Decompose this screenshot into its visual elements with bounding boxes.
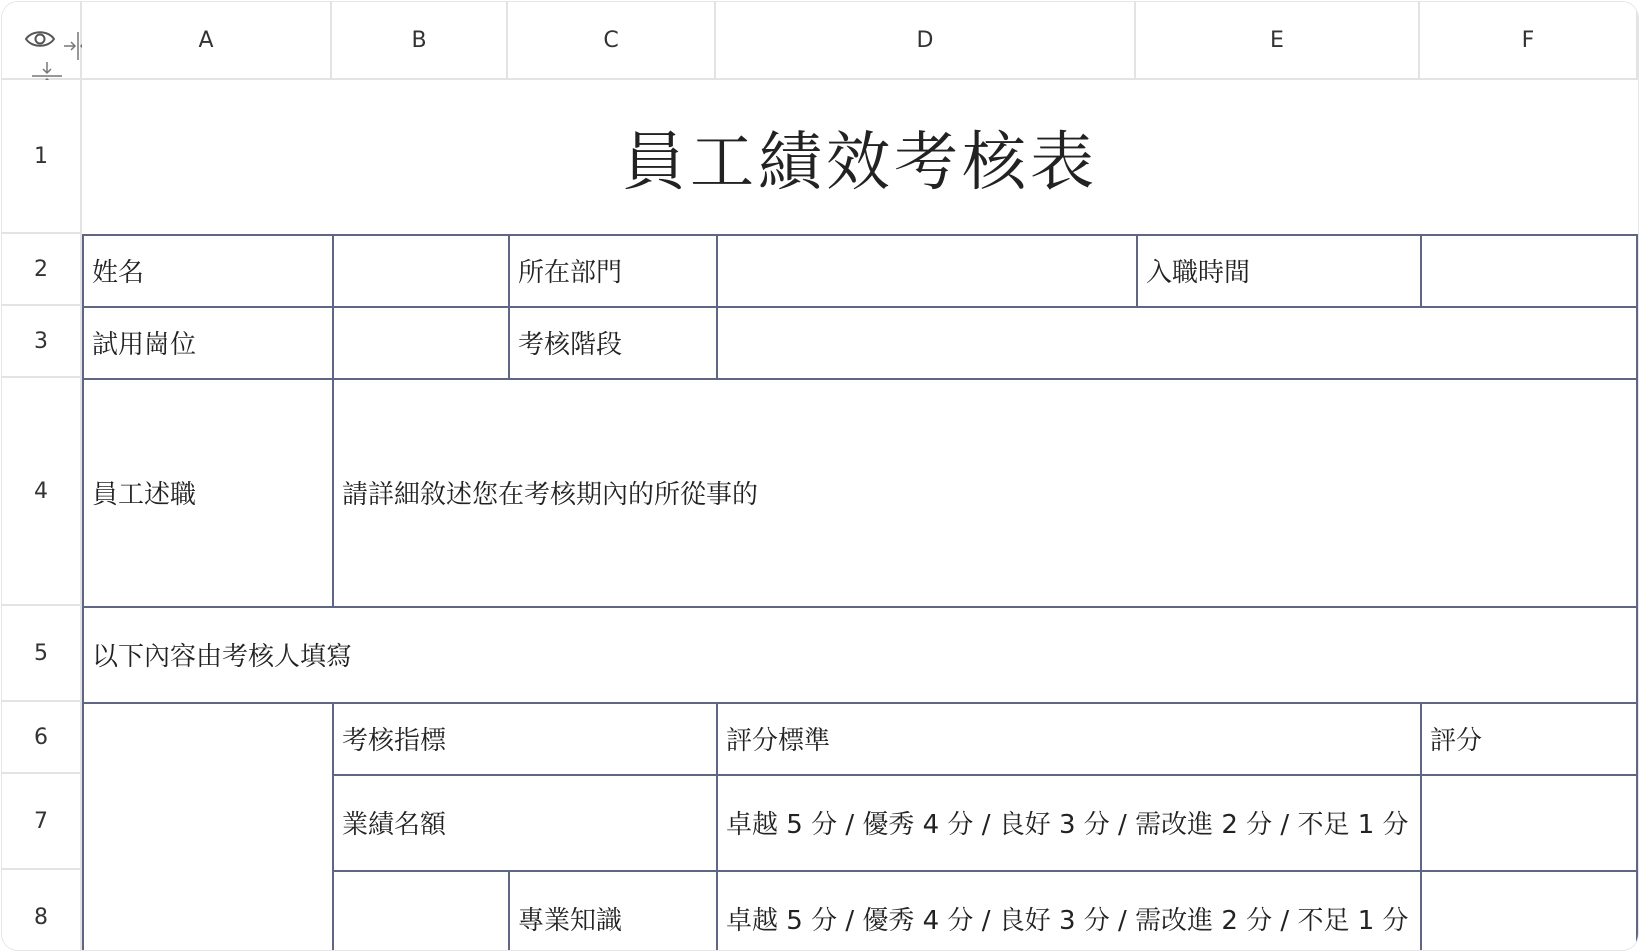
spreadsheet-grid: [2, 2, 1638, 950]
spreadsheet: [2, 2, 1638, 950]
border-line: [82, 702, 1638, 704]
column-header-b[interactable]: B: [332, 2, 508, 80]
border-line: [508, 870, 510, 950]
border-line: [332, 870, 1638, 872]
stage-value-cell[interactable]: [718, 308, 1636, 376]
border-line: [332, 378, 334, 606]
stage-label-cell[interactable]: 考核階段: [510, 308, 714, 376]
column-header-d[interactable]: D: [716, 2, 1136, 80]
category-merged-cell[interactable]: [84, 704, 330, 950]
indicator-header-cell[interactable]: 考核指標: [334, 704, 714, 772]
border-line: [508, 234, 510, 378]
score-1-cell[interactable]: [1422, 776, 1636, 868]
row-header-7[interactable]: 7: [2, 774, 82, 870]
hire-date-value-cell[interactable]: [1422, 236, 1636, 304]
border-line: [332, 774, 1638, 776]
name-value-cell[interactable]: [334, 236, 506, 304]
border-line: [82, 234, 84, 950]
border-line: [1136, 234, 1138, 306]
criteria-2-cell[interactable]: 卓越 5 分 / 優秀 4 分 / 良好 3 分 / 需改進 2 分 / 不足 1 分: [718, 872, 1418, 950]
indicator-1-cell[interactable]: 業績名額: [334, 776, 714, 868]
column-header-f[interactable]: F: [1420, 2, 1638, 80]
row-header-6[interactable]: 6: [2, 702, 82, 774]
indicator-2-cell[interactable]: 專業知識: [510, 872, 714, 950]
row-header-2[interactable]: 2: [2, 234, 82, 306]
border-line: [332, 702, 334, 950]
column-header-c[interactable]: C: [508, 2, 716, 80]
border-line: [82, 234, 1638, 236]
department-value-cell[interactable]: [718, 236, 1134, 304]
row-header-4[interactable]: 4: [2, 378, 82, 606]
border-line: [1636, 234, 1638, 950]
row-header-5[interactable]: 5: [2, 606, 82, 702]
border-line: [332, 234, 334, 378]
border-line: [1420, 702, 1422, 950]
sheet-title-cell[interactable]: 員工績效考核表: [82, 80, 1638, 234]
border-line: [1420, 234, 1422, 306]
department-label-cell[interactable]: 所在部門: [510, 236, 714, 304]
position-label-cell[interactable]: 試用崗位: [84, 308, 330, 376]
border-line: [82, 378, 1638, 380]
sub-category-cell[interactable]: [334, 872, 506, 950]
hire-date-label-cell[interactable]: 入職時間: [1138, 236, 1418, 304]
score-header-cell[interactable]: 評分: [1422, 704, 1636, 772]
border-line: [716, 234, 718, 378]
reviewer-note-cell[interactable]: 以下內容由考核人填寫: [84, 608, 1636, 700]
column-header-e[interactable]: E: [1136, 2, 1420, 80]
border-line: [716, 702, 718, 950]
report-value-cell[interactable]: 請詳細敘述您在考核期內的所從事的: [334, 380, 1636, 604]
column-header-a[interactable]: A: [82, 2, 332, 80]
border-line: [82, 606, 1638, 608]
row-header-1[interactable]: 1: [2, 80, 82, 234]
header-corner: [2, 2, 82, 80]
row-header-8[interactable]: 8: [2, 870, 82, 950]
eye-icon[interactable]: [24, 28, 56, 50]
position-value-cell[interactable]: [334, 308, 506, 376]
criteria-1-cell[interactable]: 卓越 5 分 / 優秀 4 分 / 良好 3 分 / 需改進 2 分 / 不足 1 分: [718, 776, 1418, 868]
row-header-3[interactable]: 3: [2, 306, 82, 378]
name-label-cell[interactable]: 姓名: [84, 236, 330, 304]
report-label-cell[interactable]: 員工述職: [84, 380, 330, 604]
border-line: [82, 306, 1638, 308]
score-2-cell[interactable]: [1422, 872, 1636, 950]
criteria-header-cell[interactable]: 評分標準: [718, 704, 1418, 772]
